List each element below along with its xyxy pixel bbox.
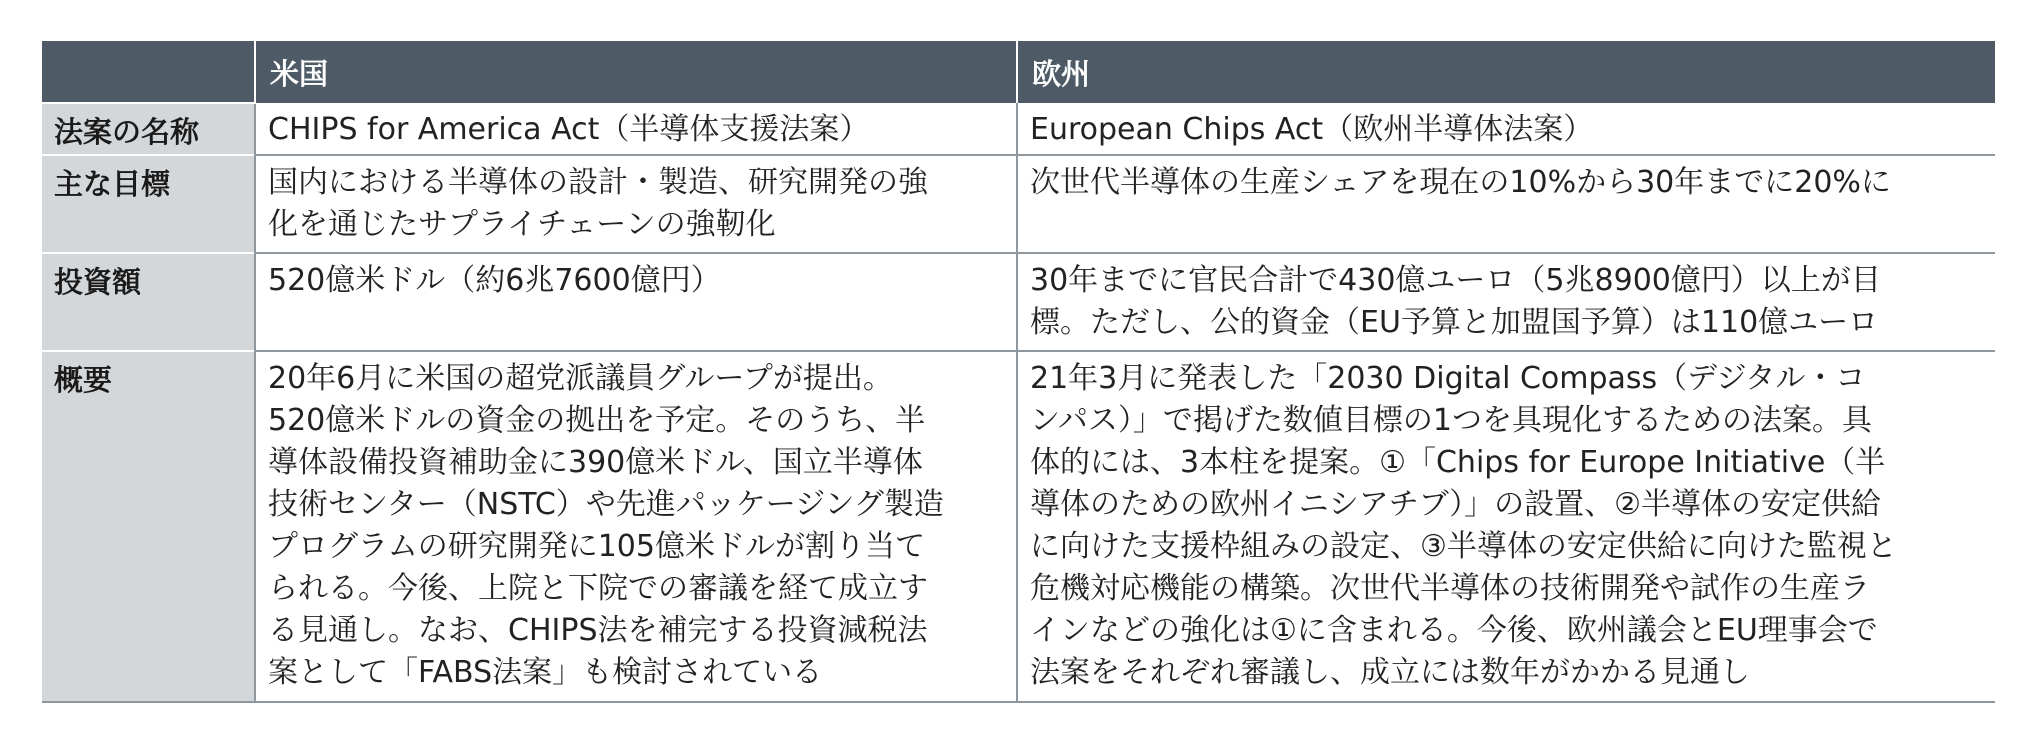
row-label-main-goal: 主な目標 <box>42 155 255 253</box>
eu-invest-line: 標。ただし、公的資金（EU予算と加盟国予算）は110億ユーロ <box>1030 305 1879 340</box>
row-label-bill-name: 法案の名称 <box>42 103 255 155</box>
us-summary-line: 20年6月に米国の超党派議員グループが提出。 <box>268 361 893 396</box>
us-investment-cell <box>255 253 1017 351</box>
us-bill-name-line: CHIPS for America Act（半導体支援法案） <box>268 112 870 147</box>
row-label-summary: 概要 <box>42 351 255 702</box>
header-us: 米国 <box>255 41 1017 103</box>
eu-invest-line: 30年までに官民合計で430億ユーロ（5兆8900億円）以上が目 <box>1030 263 1881 298</box>
eu-summary-line: インなどの強化は①に含まれる。今後、欧州議会とEU理事会で <box>1030 613 1878 648</box>
us-summary-line: 案として「FABS法案」も検討されている <box>268 655 823 690</box>
eu-summary-line: 導体のための欧州イニシアチブ）」の設置、②半導体の安定供給 <box>1030 487 1881 522</box>
row-summary <box>42 351 1995 702</box>
us-main-goal-cell <box>255 155 1017 253</box>
eu-summary-line: 21年3月に発表した「2030 Digital Compass（デジタル・コ <box>1030 361 1866 396</box>
us-summary-line: 520億米ドルの資金の拠出を予定。そのうち、半 <box>268 403 926 438</box>
eu-summary-cell <box>1017 351 1995 702</box>
header-row <box>42 41 1995 103</box>
us-invest-line: 520億米ドル（約6兆7600億円） <box>268 263 721 298</box>
header-blank-cell <box>42 41 255 103</box>
eu-summary-line: 法案をそれぞれ審議し、成立には数年がかかる見通し <box>1030 655 1750 690</box>
eu-summary-line: ンパス）」で掲げた数値目標の1つを具現化するための法案。具 <box>1030 403 1872 438</box>
eu-bill-name-cell <box>1017 103 1995 155</box>
comparison-table <box>42 41 1995 703</box>
us-bill-name-cell <box>255 103 1017 155</box>
row-label-investment: 投資額 <box>42 253 255 351</box>
us-summary-line: る見通し。なお、CHIPS法を補完する投資減税法 <box>268 613 928 648</box>
eu-main-goal-cell <box>1017 155 1995 253</box>
eu-bill-name-line: European Chips Act（欧州半導体法案） <box>1030 112 1594 147</box>
row-investment <box>42 253 1995 351</box>
us-goal-line: 化を通じたサプライチェーンの強靭化 <box>268 207 776 242</box>
us-summary-line: プログラムの研究開発に105億米ドルが割り当て <box>268 529 925 564</box>
header-eu: 欧州 <box>1017 41 1995 103</box>
us-summary-line: られる。今後、上院と下院での審議を経て成立す <box>268 571 928 606</box>
row-bill-name <box>42 103 1995 155</box>
eu-summary-line: 体的には、3本柱を提案。①「Chips for Europe Initiative（半 <box>1030 445 1886 480</box>
us-summary-line: 導体設備投資補助金に390億米ドル、国立半導体 <box>268 445 923 480</box>
us-summary-cell <box>255 351 1017 702</box>
us-goal-line: 国内における半導体の設計・製造、研究開発の強 <box>268 165 928 200</box>
eu-goal-line: 次世代半導体の生産シェアを現在の10%から30年までに20%に <box>1030 165 1891 200</box>
eu-summary-line: 危機対応機能の構築。次世代半導体の技術開発や試作の生産ラ <box>1030 571 1870 606</box>
eu-investment-cell <box>1017 253 1995 351</box>
row-main-goal <box>42 155 1995 253</box>
us-summary-line: 技術センター（NSTC）や先進パッケージング製造 <box>268 487 944 522</box>
eu-summary-line: に向けた支援枠組みの設定、③半導体の安定供給に向けた監視と <box>1030 529 1897 564</box>
